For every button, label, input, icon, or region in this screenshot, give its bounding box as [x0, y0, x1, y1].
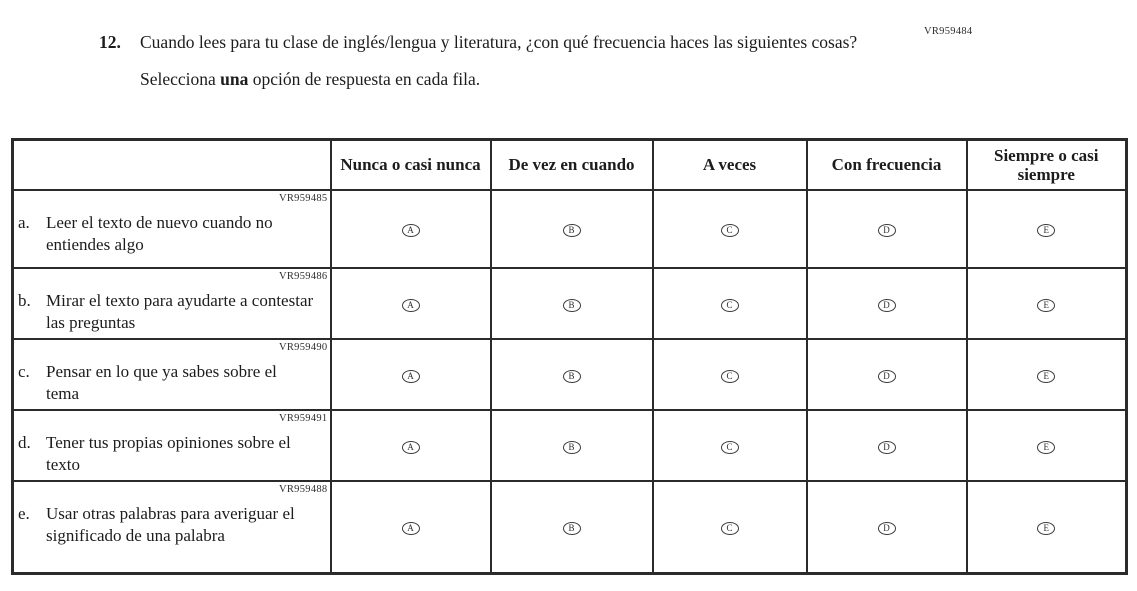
header-row	[13, 140, 1127, 191]
question-block	[99, 32, 866, 90]
bubble-a-e[interactable]: E	[1037, 224, 1055, 237]
row-letter: a.	[18, 213, 30, 232]
bubble-b-a[interactable]: A	[402, 299, 420, 312]
row-text: Usar otras palabras para averiguar el significado de una palabra	[46, 504, 295, 545]
bubble-cell	[331, 339, 491, 410]
bubble-cell	[491, 410, 653, 481]
bubble-c-c[interactable]: C	[721, 370, 739, 383]
bubble-cell	[967, 481, 1127, 573]
bubble-d-a[interactable]: A	[402, 441, 420, 454]
row-code: VR959491	[279, 413, 328, 424]
column-header-con-frecuencia: Con frecuencia	[807, 140, 967, 191]
bubble-cell	[807, 481, 967, 573]
answer-rows	[13, 190, 1127, 573]
row-code: VR959490	[279, 342, 328, 353]
bubble-a-b[interactable]: B	[563, 224, 581, 237]
instruction-bold: una	[220, 69, 249, 90]
bubble-d-e[interactable]: E	[1037, 441, 1055, 454]
bubble-d-c[interactable]: C	[721, 441, 739, 454]
bubble-b-b[interactable]: B	[563, 299, 581, 312]
table-row	[13, 410, 1127, 481]
table-row	[13, 339, 1127, 410]
bubble-cell	[653, 481, 807, 573]
bubble-cell	[491, 481, 653, 573]
table-row	[13, 190, 1127, 268]
response-table	[11, 138, 1128, 575]
bubble-cell	[967, 190, 1127, 268]
row-letter: c.	[18, 362, 30, 381]
row-letter: d.	[18, 433, 31, 452]
bubble-cell	[331, 190, 491, 268]
row-text: Pensar en lo que ya sabes sobre el tema	[46, 362, 277, 403]
row-label-cell	[13, 410, 331, 481]
bubble-cell	[807, 268, 967, 339]
bubble-cell	[807, 339, 967, 410]
question-instruction	[140, 69, 866, 90]
row-text: Leer el texto de nuevo cuando no entiendes algo	[46, 213, 273, 254]
bubble-cell	[331, 481, 491, 573]
bubble-cell	[967, 268, 1127, 339]
bubble-d-b[interactable]: B	[563, 441, 581, 454]
bubble-b-e[interactable]: E	[1037, 299, 1055, 312]
table-row	[13, 268, 1127, 339]
instruction-pre: Selecciona	[140, 69, 221, 90]
row-label-cell	[13, 268, 331, 339]
bubble-cell	[331, 410, 491, 481]
row-letter: b.	[18, 291, 31, 310]
row-code: VR959485	[279, 193, 328, 204]
bubble-c-b[interactable]: B	[563, 370, 581, 383]
bubble-cell	[653, 268, 807, 339]
bubble-e-d[interactable]: D	[878, 522, 896, 535]
bubble-e-e[interactable]: E	[1037, 522, 1055, 535]
question-number: 12.	[99, 32, 121, 52]
instruction-post: opción de respuesta en cada fila.	[248, 69, 481, 90]
bubble-cell	[807, 410, 967, 481]
bubble-c-a[interactable]: A	[402, 370, 420, 383]
bubble-b-d[interactable]: D	[878, 299, 896, 312]
bubble-cell	[331, 268, 491, 339]
bubble-e-a[interactable]: A	[402, 522, 420, 535]
row-label-cell	[13, 190, 331, 268]
row-letter: e.	[18, 504, 30, 523]
row-text: Tener tus propias opiniones sobre el texto	[46, 433, 291, 474]
bubble-cell	[653, 339, 807, 410]
bubble-cell	[967, 339, 1127, 410]
bubble-c-e[interactable]: E	[1037, 370, 1055, 383]
bubble-c-d[interactable]: D	[878, 370, 896, 383]
bubble-cell	[807, 190, 967, 268]
row-label-cell	[13, 339, 331, 410]
bubble-d-d[interactable]: D	[878, 441, 896, 454]
bubble-cell	[491, 339, 653, 410]
row-code: VR959486	[279, 271, 328, 282]
column-header-de-vez-en-cuando: De vez en cuando	[491, 140, 653, 191]
table-stub-cell	[13, 140, 331, 191]
row-label-cell	[13, 481, 331, 573]
bubble-a-a[interactable]: A	[402, 224, 420, 237]
bubble-cell	[491, 268, 653, 339]
bubble-a-d[interactable]: D	[878, 224, 896, 237]
column-header-a-veces: A veces	[653, 140, 807, 191]
bubble-b-c[interactable]: C	[721, 299, 739, 312]
bubble-e-b[interactable]: B	[563, 522, 581, 535]
bubble-cell	[491, 190, 653, 268]
column-header-siempre-o-casi-siempre: Siempre o casi siempre	[967, 140, 1127, 191]
bubble-cell	[967, 410, 1127, 481]
table-row	[13, 481, 1127, 573]
bubble-cell	[653, 190, 807, 268]
question-code: VR959484	[924, 26, 973, 37]
row-code: VR959488	[279, 484, 328, 495]
row-text: Mirar el texto para ayudarte a contestar las preguntas	[46, 291, 314, 332]
column-header-nunca-o-casi-nunca: Nunca o casi nunca	[331, 140, 491, 191]
question-text: Cuando lees para tu clase de inglés/lengua y literatura, ¿con qué frecuencia haces las siguientes cosas?	[140, 32, 858, 52]
bubble-a-c[interactable]: C	[721, 224, 739, 237]
bubble-cell	[653, 410, 807, 481]
bubble-e-c[interactable]: C	[721, 522, 739, 535]
